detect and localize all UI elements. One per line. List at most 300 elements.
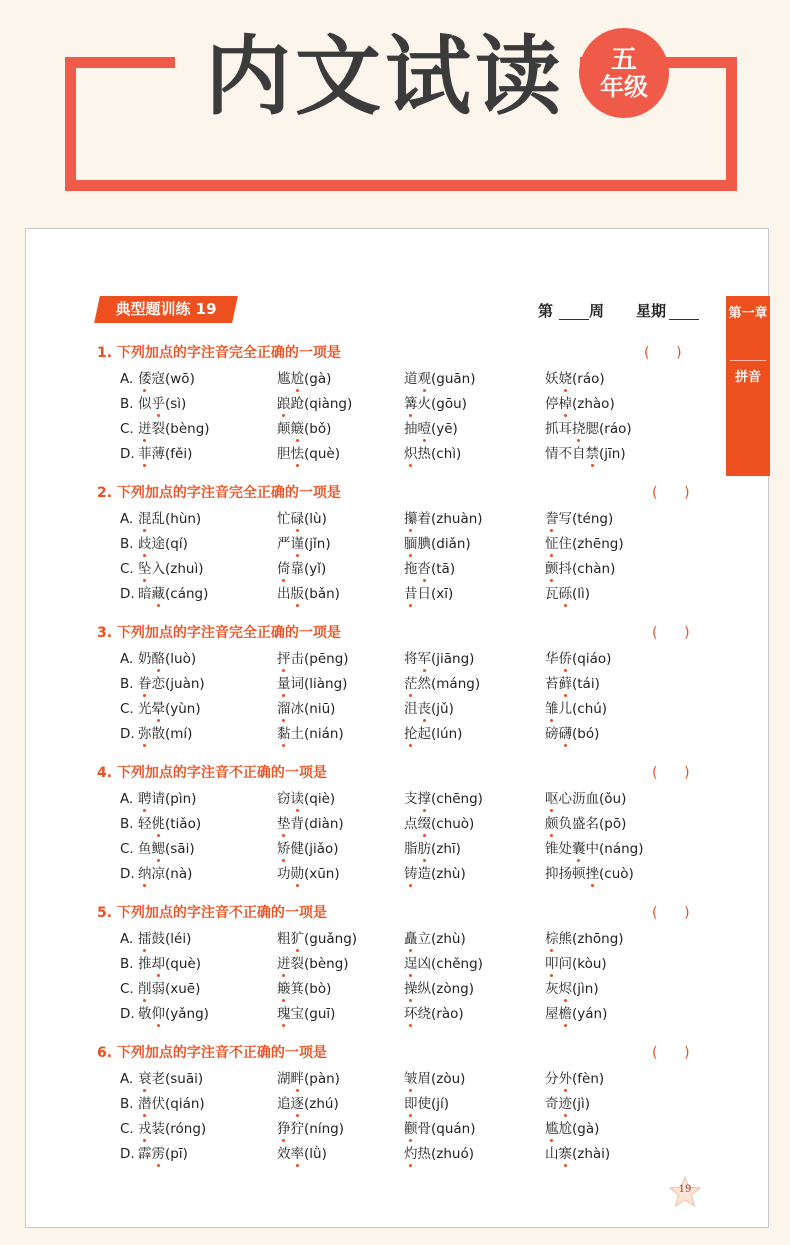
word-item [404, 788, 483, 810]
word-item [277, 863, 340, 885]
word-item [404, 863, 466, 885]
word-pinyin: 凶(chěng) [417, 956, 483, 972]
word-item [404, 1003, 464, 1025]
dotted-character: 颧 [404, 1118, 418, 1140]
question-title: 2. 下列加点的字注音完全正确的一项是 [97, 485, 341, 501]
word-item [277, 1093, 339, 1115]
word-pinyin: (jǔ) [431, 701, 454, 717]
option-letter: D. [120, 446, 135, 462]
dotted-character: 迸 [138, 418, 152, 440]
word-item [545, 673, 600, 695]
word-text: 脂 [404, 841, 418, 857]
dotted-character: 弥 [138, 723, 152, 745]
word-pinyin: 健(jiǎo) [290, 841, 339, 857]
word-item [277, 558, 326, 580]
word-item [404, 558, 455, 580]
word-pinyin: 使(jí) [417, 1096, 450, 1112]
dotted-character: 簸 [291, 418, 305, 440]
option-row[interactable] [120, 698, 700, 720]
word-pinyin: (bǒ) [304, 421, 332, 437]
word-pinyin: (tái) [572, 676, 600, 692]
word-pinyin: 途(qí) [151, 536, 188, 552]
option-row[interactable] [120, 648, 700, 670]
section-tag [94, 296, 238, 323]
word-item [404, 368, 476, 390]
chapter-label: 第一章 [728, 306, 768, 321]
option-row[interactable] [120, 1143, 700, 1165]
word-item [138, 508, 201, 530]
word-pinyin: (guān) [431, 371, 476, 387]
word-item [545, 813, 626, 835]
word-pinyin: (pàn) [304, 1071, 340, 1087]
word-pinyin: 散(mí) [151, 726, 193, 742]
dotted-character: 仰 [152, 1003, 166, 1025]
word-item [277, 698, 335, 720]
word-pinyin: 纵(zòng) [417, 981, 475, 997]
option-row[interactable] [120, 813, 700, 835]
word-item [277, 953, 349, 975]
dotted-character: 版 [291, 583, 305, 605]
option-letter: B. [120, 1096, 134, 1112]
word-pinyin: (luò) [165, 651, 197, 667]
word-text: 湖 [277, 1071, 291, 1087]
option-letter: C. [120, 701, 134, 717]
dotted-character: 操 [404, 978, 418, 1000]
answer-blank[interactable]: ( ) [652, 765, 690, 781]
word-pinyin: (zhī) [431, 841, 461, 857]
option-letter: C. [120, 561, 134, 577]
option-letter: A. [120, 1071, 134, 1087]
word-pinyin: 靠(yǐ) [290, 561, 327, 577]
word-pinyin: 儿(chú) [558, 701, 608, 717]
word-pinyin: 心沥血(ǒu) [558, 791, 627, 807]
grade-badge-line2: 年级 [600, 73, 648, 101]
option-letter: A. [120, 371, 134, 387]
word-pinyin: (bǎn) [304, 586, 340, 602]
word-pinyin: 中(náng) [585, 841, 644, 857]
word-item [404, 443, 461, 465]
word-item [138, 533, 188, 555]
word-item [138, 648, 196, 670]
word-item [277, 368, 331, 390]
word-pinyin: 住(zhēng) [558, 536, 624, 552]
answer-blank[interactable]: ( ) [652, 625, 690, 641]
option-letter: B. [120, 536, 134, 552]
word-text: 抓耳 [545, 421, 572, 437]
word-pinyin: 请(pìn) [151, 791, 197, 807]
banner-title: 内文试读 [205, 26, 565, 127]
dotted-character: 迸 [277, 953, 291, 975]
dotted-character: 雳 [152, 1143, 166, 1165]
dotted-character: 环 [404, 1003, 418, 1025]
dotted-character: 晕 [152, 698, 166, 720]
word-pinyin: (yán) [572, 1006, 608, 1022]
dotted-character: 率 [291, 1143, 305, 1165]
word-text: 奇 [545, 1096, 559, 1112]
word-item [545, 1093, 590, 1115]
option-letter: B. [120, 816, 134, 832]
word-text: 敬 [138, 1006, 152, 1022]
dotted-character: 誊 [545, 508, 559, 530]
word-item [277, 393, 352, 415]
word-pinyin: 火(gōu) [417, 396, 467, 412]
word-text: 霹 [138, 1146, 152, 1162]
answer-blank[interactable]: ( ) [652, 485, 690, 501]
dotted-character: 乎 [152, 393, 166, 415]
word-text: 胆 [277, 446, 291, 462]
word-pinyin: 立(zhù) [417, 931, 466, 947]
option-row[interactable] [120, 838, 700, 860]
word-pinyin: 写(téng) [558, 511, 614, 527]
option-letter: C. [120, 841, 134, 857]
word-pinyin: (zhú) [304, 1096, 339, 1112]
option-row[interactable] [120, 723, 700, 745]
word-pinyin: (tiǎo) [165, 816, 202, 832]
word-pinyin: (què) [165, 956, 201, 972]
option-row[interactable] [120, 558, 700, 580]
dotted-character: 量 [277, 673, 291, 695]
option-letter: B. [120, 396, 134, 412]
dotted-character: 囊 [572, 838, 586, 860]
option-letter: A. [120, 511, 134, 527]
week-zhou-label: 周 [589, 302, 605, 320]
dotted-character: 读 [291, 788, 305, 810]
dotted-character: 擂 [138, 928, 152, 950]
dotted-character: 倚 [277, 558, 291, 580]
word-text: 忙 [277, 511, 291, 527]
word-text: 鱼 [138, 841, 152, 857]
dotted-character: 藏 [152, 583, 166, 605]
dotted-character: 衰 [138, 1068, 152, 1090]
word-text: 效 [277, 1146, 291, 1162]
word-item [277, 418, 331, 440]
word-item [277, 1118, 344, 1140]
question-title: 4. 下列加点的字注音不正确的一项是 [97, 765, 327, 781]
dotted-character: 沓 [418, 558, 432, 580]
word-item [138, 1143, 188, 1165]
word-item [404, 1068, 465, 1090]
word-item [545, 1143, 610, 1165]
word-item [404, 533, 471, 555]
word-item [277, 838, 339, 860]
dotted-character: 黏 [277, 723, 291, 745]
dotted-character: 藓 [559, 673, 573, 695]
word-item [404, 1093, 449, 1115]
dotted-character: 簸 [277, 978, 291, 1000]
dotted-character: 踉 [277, 393, 291, 415]
option-letter: B. [120, 676, 134, 692]
word-pinyin: (zhào) [572, 396, 615, 412]
option-row[interactable] [120, 1068, 700, 1090]
dotted-character: 攥 [404, 508, 418, 530]
word-pinyin: 裂(bèng) [151, 421, 210, 437]
word-item [138, 1003, 209, 1025]
word-text: 追 [277, 1096, 291, 1112]
dotted-character: 溜 [277, 698, 291, 720]
option-letter: B. [120, 956, 134, 972]
dotted-character: 茫 [404, 673, 418, 695]
word-item [277, 788, 335, 810]
dotted-character: 眷 [138, 673, 152, 695]
word-item [404, 673, 480, 695]
dotted-character: 丧 [418, 698, 432, 720]
word-text: 灰 [545, 981, 559, 997]
option-row[interactable] [120, 1093, 700, 1115]
dotted-character: 灼 [404, 1143, 418, 1165]
word-text: 瓦 [545, 586, 559, 602]
word-pinyin: 抖(chàn) [558, 561, 616, 577]
week-blank[interactable] [559, 319, 589, 320]
word-pinyin: (qiáo) [572, 651, 612, 667]
word-text: 严 [277, 536, 291, 552]
word-item [138, 368, 195, 390]
word-pinyin: 词(liàng) [290, 676, 348, 692]
word-pinyin: (chuò) [431, 816, 475, 832]
option-row[interactable] [120, 418, 700, 440]
word-pinyin: (zhài) [572, 1146, 611, 1162]
dotted-character: 聘 [138, 788, 152, 810]
word-item [277, 443, 340, 465]
dotted-character: 倭 [138, 368, 152, 390]
word-text: 点 [404, 816, 418, 832]
weekday-blank[interactable] [669, 319, 699, 320]
dotted-character: 狰 [277, 1118, 291, 1140]
word-pinyin: 日(xī) [417, 586, 454, 602]
word-item [545, 788, 626, 810]
word-pinyin: 土(nián) [290, 726, 344, 742]
dotted-character: 潜 [138, 1093, 152, 1115]
word-pinyin: 腮(ráo) [585, 421, 632, 437]
dotted-character: 逞 [404, 953, 418, 975]
word-text: 磅 [545, 726, 559, 742]
word-item [138, 583, 208, 605]
option-letter: D. [120, 1146, 135, 1162]
word-item [138, 443, 192, 465]
dotted-character: 皱 [404, 1068, 418, 1090]
word-pinyin: (xūn) [304, 866, 340, 882]
option-letter: C. [120, 421, 134, 437]
word-text: 屋 [545, 1006, 559, 1022]
answer-blank[interactable]: ( ) [652, 905, 690, 921]
word-text: 分 [545, 1071, 559, 1087]
word-pinyin: (cuò) [599, 866, 634, 882]
word-pinyin: 鼓(léi) [151, 931, 192, 947]
option-letter: A. [120, 931, 134, 947]
word-item [404, 508, 483, 530]
word-pinyin: (yùn) [165, 701, 201, 717]
grade-badge [579, 28, 669, 118]
option-row[interactable] [120, 1118, 700, 1140]
word-pinyin: 冰(niū) [290, 701, 336, 717]
word-pinyin: 热(zhuó) [417, 1146, 474, 1162]
option-row[interactable] [120, 788, 700, 810]
word-item [545, 583, 590, 605]
question-title: 1. 下列加点的字注音完全正确的一项是 [97, 345, 341, 361]
option-row[interactable] [120, 368, 700, 390]
dotted-character: 篝 [404, 393, 418, 415]
word-item [277, 928, 357, 950]
word-item [277, 813, 344, 835]
word-pinyin: 腆(diǎn) [417, 536, 471, 552]
word-text: 窃 [277, 791, 291, 807]
word-pinyin: (tā) [431, 561, 456, 577]
word-item [404, 1143, 474, 1165]
option-row[interactable] [120, 583, 700, 605]
word-text: 出 [277, 586, 291, 602]
word-pinyin: 薄(fěi) [151, 446, 193, 462]
word-pinyin: (pī) [165, 1146, 188, 1162]
option-row[interactable] [120, 533, 700, 555]
word-pinyin: (jìn) [572, 981, 599, 997]
dotted-character: 缀 [418, 813, 432, 835]
word-pinyin: 入(zhuì) [151, 561, 204, 577]
word-item [404, 583, 453, 605]
dotted-character: 棹 [559, 393, 573, 415]
dotted-character: 怯 [291, 443, 305, 465]
word-pinyin: 寇(wō) [151, 371, 195, 387]
word-text: 奶 [138, 651, 152, 667]
word-pinyin: 绕(rào) [417, 1006, 464, 1022]
word-pinyin: 凉(nà) [151, 866, 193, 882]
word-item [545, 953, 607, 975]
word-item [545, 928, 624, 950]
week-fill-row [538, 300, 708, 324]
chapter-side-tab [726, 296, 770, 476]
dotted-character: 怔 [545, 533, 559, 555]
word-item [545, 978, 599, 1000]
word-item [404, 978, 474, 1000]
option-row[interactable] [120, 978, 700, 1000]
dotted-character: 歧 [138, 533, 152, 555]
dotted-character: 迹 [559, 1093, 573, 1115]
word-pinyin: (jì) [572, 1096, 591, 1112]
word-pinyin: (guǎng) [304, 931, 358, 947]
dotted-character: 炽 [404, 443, 418, 465]
dotted-character: 礴 [559, 723, 573, 745]
word-pinyin: (yē) [431, 421, 458, 437]
dotted-character: 逐 [291, 1093, 305, 1115]
dotted-character: 鳃 [152, 838, 166, 860]
word-pinyin: (lì) [572, 586, 591, 602]
word-text: 似 [138, 396, 152, 412]
word-pinyin: 熊(zhōng) [558, 931, 624, 947]
question-title: 5. 下列加点的字注音不正确的一项是 [97, 905, 327, 921]
word-item [138, 558, 203, 580]
question-title: 3. 下列加点的字注音完全正确的一项是 [97, 625, 341, 641]
word-item [277, 978, 331, 1000]
dotted-character: 娆 [559, 368, 573, 390]
dotted-character: 撑 [418, 788, 432, 810]
word-item [404, 723, 462, 745]
dotted-character: 观 [418, 368, 432, 390]
word-text: 山 [545, 1146, 559, 1162]
dotted-character: 肪 [418, 838, 432, 860]
dotted-character: 矫 [277, 838, 291, 860]
dotted-character: 檐 [559, 1003, 573, 1025]
option-row[interactable] [120, 508, 700, 530]
word-text: 将 [404, 651, 418, 667]
word-pinyin: 然(máng) [417, 676, 481, 692]
option-row[interactable] [120, 863, 700, 885]
answer-blank[interactable]: ( ) [652, 1045, 690, 1061]
word-item [277, 508, 327, 530]
word-pinyin: 眉(zòu) [417, 1071, 466, 1087]
dotted-character: 铸 [404, 863, 418, 885]
option-letter: A. [120, 651, 134, 667]
word-item [545, 368, 605, 390]
word-text: 暗 [138, 586, 152, 602]
word-pinyin: 背(diàn) [290, 816, 344, 832]
word-item [404, 813, 474, 835]
dotted-character: 酪 [152, 648, 166, 670]
dotted-character: 挠 [572, 418, 586, 440]
word-item [138, 953, 201, 975]
option-letter: D. [120, 866, 135, 882]
dotted-character: 棕 [545, 928, 559, 950]
word-pinyin: (lǜ) [304, 1146, 327, 1162]
word-item [277, 1143, 327, 1165]
word-item [404, 928, 466, 950]
word-item [545, 558, 615, 580]
dotted-character: 寨 [559, 1143, 573, 1165]
option-row[interactable] [120, 673, 700, 695]
word-item [277, 583, 340, 605]
word-item [545, 698, 607, 720]
word-item [545, 508, 613, 530]
dotted-character: 外 [559, 1068, 573, 1090]
word-item [138, 393, 186, 415]
word-pinyin: 热(chì) [417, 446, 462, 462]
word-pinyin: (chēng) [431, 791, 483, 807]
page-number [669, 1176, 701, 1208]
dotted-character: 佻 [152, 813, 166, 835]
word-pinyin: 着(zhuàn) [417, 511, 483, 527]
word-item [545, 1003, 607, 1025]
word-text: 拖 [404, 561, 418, 577]
word-pinyin: 负盛名(pō) [558, 816, 627, 832]
dotted-character: 犷 [291, 928, 305, 950]
dotted-character: 混 [138, 508, 152, 530]
option-row[interactable] [120, 1003, 700, 1025]
word-pinyin: 跄(qiàng) [290, 396, 353, 412]
word-item [277, 723, 344, 745]
word-item [404, 393, 467, 415]
answer-blank[interactable]: ( ) [644, 345, 682, 361]
dotted-character: 颤 [545, 558, 559, 580]
word-item [404, 648, 474, 670]
dotted-character: 菲 [138, 443, 152, 465]
word-item [545, 533, 624, 555]
word-item [277, 648, 349, 670]
option-letter: C. [120, 1121, 134, 1137]
question-title: 6. 下列加点的字注音不正确的一项是 [97, 1045, 327, 1061]
word-pinyin: 老(suāi) [151, 1071, 204, 1087]
word-pinyin: (jīn) [599, 446, 626, 462]
option-row[interactable] [120, 393, 700, 415]
word-item [545, 648, 611, 670]
word-pinyin: 裂(bèng) [290, 956, 349, 972]
word-item [138, 1118, 206, 1140]
word-text: 苔 [545, 676, 559, 692]
option-row[interactable] [120, 443, 700, 465]
dotted-character: 烬 [559, 978, 573, 1000]
option-row[interactable] [120, 953, 700, 975]
word-pinyin: 击(pēng) [290, 651, 349, 667]
dotted-character: 垫 [277, 813, 291, 835]
word-text: 轻 [138, 816, 152, 832]
option-row[interactable] [120, 928, 700, 950]
word-item [138, 1093, 205, 1115]
